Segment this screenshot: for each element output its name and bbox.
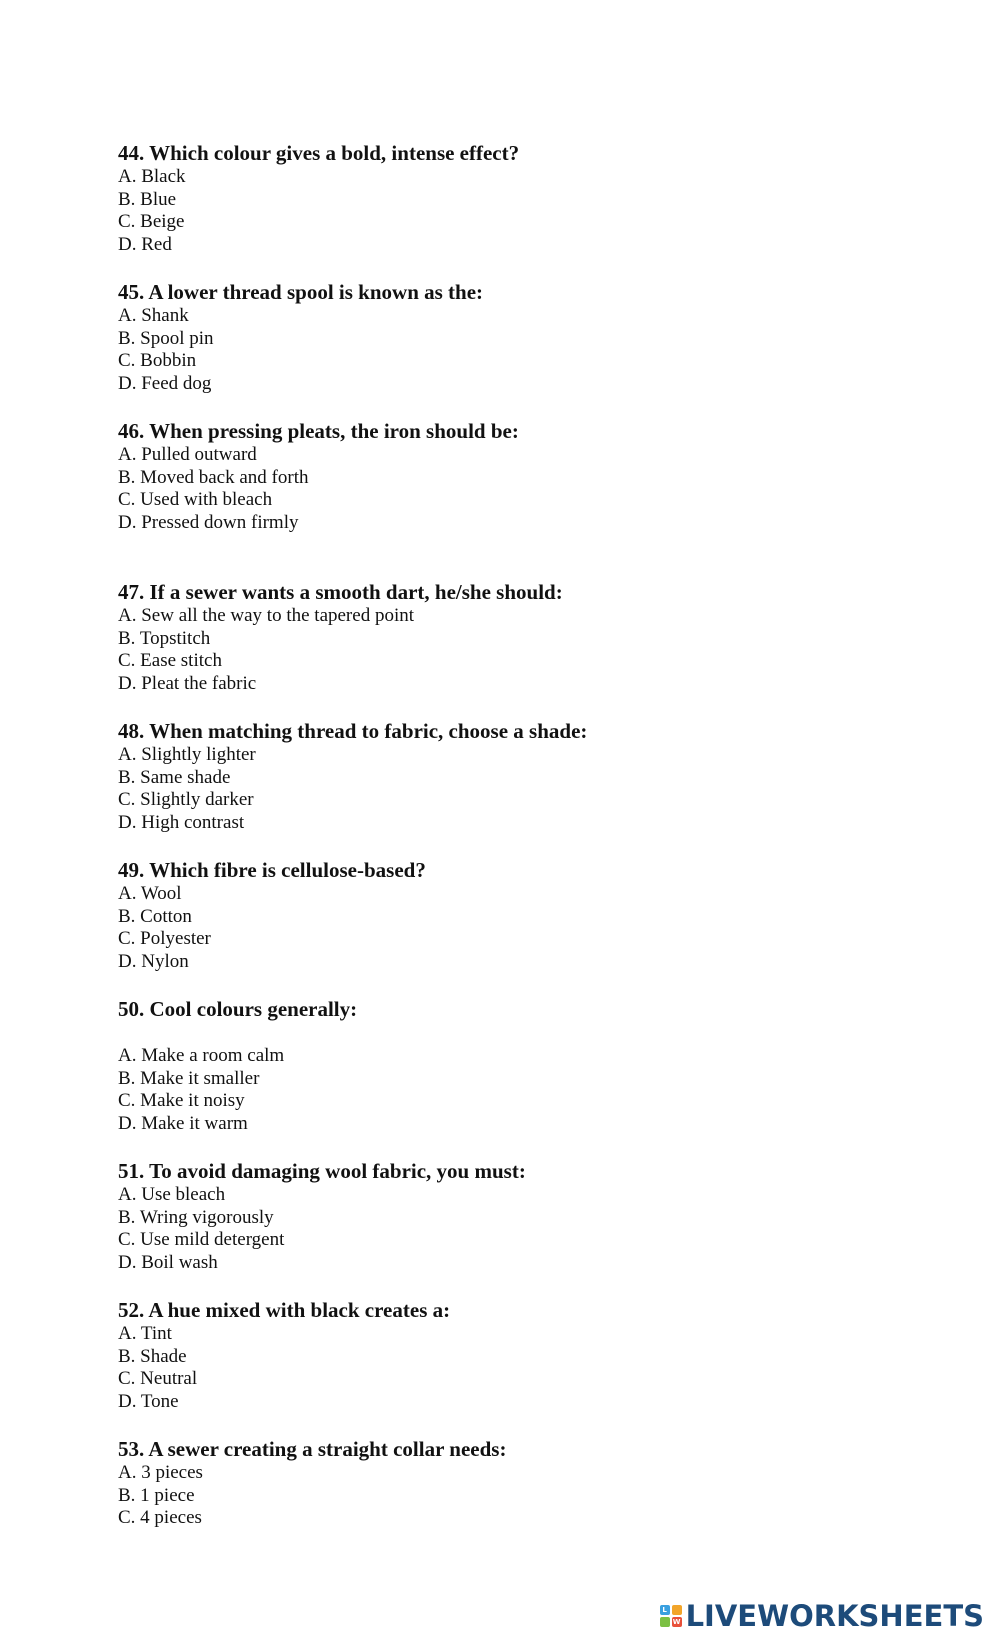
question-52 [118,1299,450,1413]
option-d: D. Nylon [118,950,189,972]
question-47 [118,581,563,695]
option-a: A. Sew all the way to the tapered point [118,605,415,626]
question-44 [118,142,519,256]
option-a: A. 3 pieces [118,1462,203,1483]
watermark-text: LIVEWORKSHEETS [685,1599,984,1633]
question-45 [118,281,483,395]
question-50 [118,998,357,1135]
option-a: A. Make a room calm [118,1045,285,1066]
question-title: 46. When pressing pleats, the iron should be: [118,419,519,443]
option-b: B. 1 piece [118,1484,195,1506]
logo-square-2 [672,1605,682,1615]
option-d: D. Pressed down firmly [118,511,299,533]
option-b: B. Cotton [118,905,192,927]
question-title: 44. Which colour gives a bold, intense effect? [118,141,520,165]
logo-square-3 [660,1617,670,1627]
logo-square-w: W [672,1618,681,1626]
option-a: A. Black [118,166,186,187]
option-a: A. Wool [118,883,182,904]
option-d: D. Feed dog [118,372,212,394]
option-d: D. Red [118,233,172,255]
option-b: B. Make it smaller [118,1067,260,1089]
option-b: B. Moved back and forth [118,466,309,488]
question-title: 51. To avoid damaging wool fabric, you must: [118,1159,526,1183]
option-c: C. Bobbin [118,350,197,372]
option-c: C. Used with bleach [118,489,273,511]
question-46 [118,420,519,534]
option-b: B. Spool pin [118,327,214,349]
option-d: D. Tone [118,1390,179,1412]
option-c: C. Ease stitch [118,650,222,672]
option-c: C. Beige [118,211,185,233]
question-title: 48. When matching thread to fabric, choose a shade: [118,719,588,743]
question-53 [118,1438,506,1530]
logo-square-l: L [660,1605,670,1615]
option-a: A. Slightly lighter [118,744,256,765]
question-48 [118,720,587,834]
option-b: B. Wring vigorously [118,1206,274,1228]
option-d: D. Make it warm [118,1112,248,1134]
question-title: 47. If a sewer wants a smooth dart, he/she should: [118,580,563,604]
option-b: B. Topstitch [118,627,211,649]
question-title: 52. A hue mixed with black creates a: [118,1298,451,1322]
option-b: B. Blue [118,188,177,210]
question-title: 53. A sewer creating a straight collar needs: [118,1437,507,1461]
option-b: B. Shade [118,1345,187,1367]
option-c: C. 4 pieces [118,1507,202,1529]
question-49 [118,859,426,973]
option-c: C. Neutral [118,1368,198,1390]
question-title: 49. Which fibre is cellulose-based? [118,858,426,882]
option-c: C. Slightly darker [118,789,254,811]
option-b: B. Same shade [118,766,231,788]
question-title: 50. Cool colours generally: [118,997,358,1021]
option-a: A. Tint [118,1323,172,1344]
option-d: D. Pleat the fabric [118,672,257,694]
option-a: A. Use bleach [118,1184,226,1205]
option-a: A. Pulled outward [118,444,257,465]
liveworksheets-watermark [660,1599,984,1633]
option-a: A. Shank [118,305,189,326]
option-d: D. High contrast [118,811,245,833]
question-title: 45. A lower thread spool is known as the: [118,280,484,304]
option-c: C. Make it noisy [118,1090,245,1112]
liveworksheets-logo-icon [660,1605,682,1627]
option-c: C. Use mild detergent [118,1229,285,1251]
question-51 [118,1160,526,1274]
option-c: C. Polyester [118,928,211,950]
option-d: D. Boil wash [118,1251,218,1273]
